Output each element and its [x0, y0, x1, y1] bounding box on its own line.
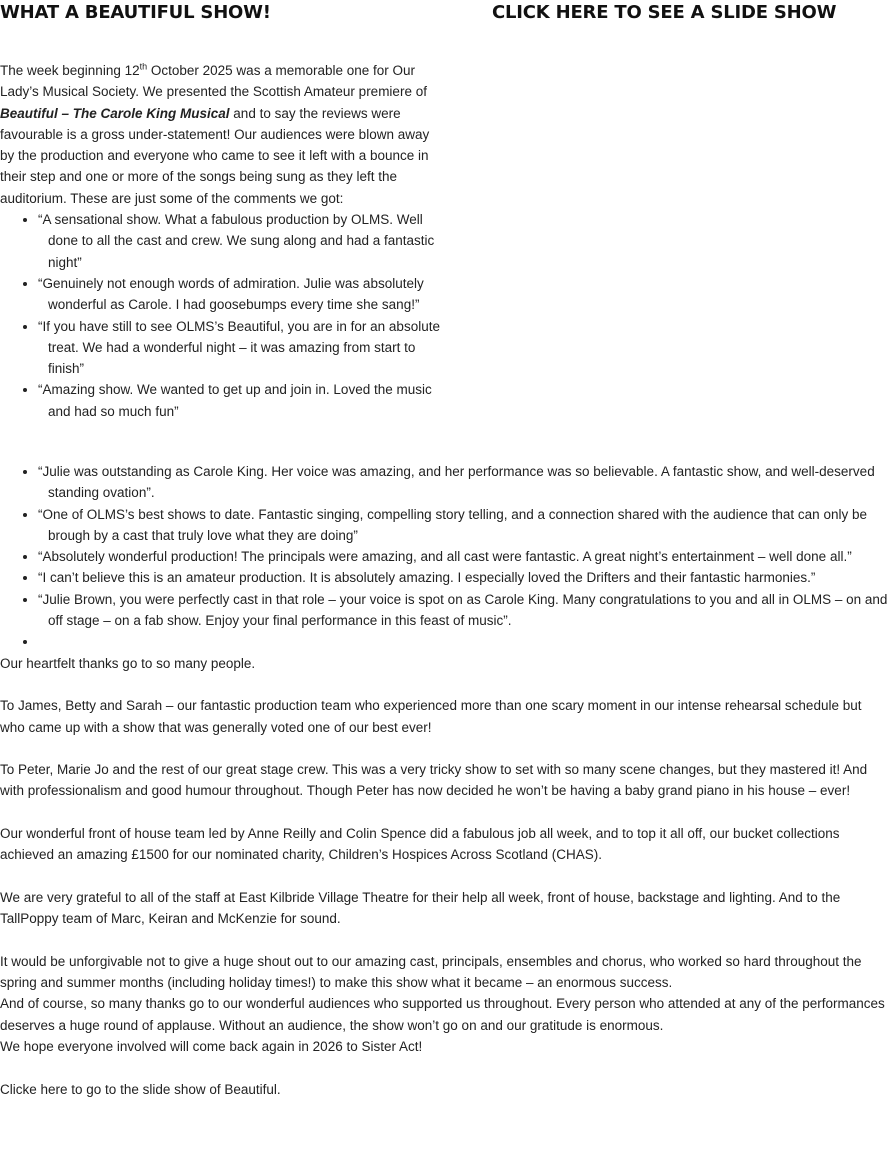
quote-item: • “A sensational show. What a fabulous production by OLMS. Well done to all the cast and crew. We sung along and had a fantastic night”: [38, 209, 445, 273]
lower-section: [0, 461, 889, 1100]
empty-list-item: [38, 631, 889, 652]
show-title: Beautiful – The Carole King Musical: [0, 105, 230, 121]
quote-item: • “I can’t believe this is an amateur production. It is absolutely amazing. I especially loved the Drifters and their fantastic harmonies.”: [38, 567, 889, 588]
page-title: WHAT A BEAUTIFUL SHOW!: [0, 2, 271, 23]
intro-text-part2: October 2025 was a memorable one for Our Lady’s Musical Society. We presented the Scottish Amateur premiere of: [0, 63, 427, 100]
intro-text-part3: and to say the reviews were favourable is a gross under-statement! Our audiences were blown away by the production and everyone who came to see it left with a bounce in their step and one or more of the songs being sung as they left the auditorium. These are just some of the comments we got:: [0, 105, 430, 206]
intro-section: [0, 60, 445, 422]
quote-item: • “Genuinely not enough words of admiration. Julie was absolutely wonderful as Carole. I had goosebumps every time she sang!”: [38, 273, 445, 316]
quote-item: • “Julie Brown, you were perfectly cast in that role – your voice is spot on as Carole King. Many congratulations to you and all in OLMS – on and off stage – on a fab show. Enjoy your final performance in this feast of music”.: [38, 589, 889, 632]
quote-item: • “Amazing show. We wanted to get up and join in. Loved the music and had so much fun”: [38, 379, 445, 422]
intro-paragraph: [0, 60, 445, 209]
quote-item: • “Julie was outstanding as Carole King. Her voice was amazing, and her performance was so believable. A fantastic show, and well-deserved standing ovation”.: [38, 461, 889, 504]
quote-item: • “One of OLMS’s best shows to date. Fantastic singing, compelling story telling, and a connection shared with the audience that can only be brough by a cast that truly love what they are doing”: [38, 504, 889, 547]
slide-show-paragraph: [0, 1079, 889, 1100]
thanks-theatre-staff: We are very grateful to all of the staff at East Kilbride Village Theatre for their help all week, front of house, backstage and lighting. And to the TallPoppy team of Marc, Keiran and McKenzie for sound.: [0, 889, 841, 927]
intro-text-part1: The week beginning 12: [0, 63, 140, 78]
thanks-front-of-house: Our wonderful front of house team led by Anne Reilly and Colin Spence did a fabulous job all week, and to top it all off, our bucket collections achieved an amazing £1500 for our nominated charity, Children’s Hospices Across Scotland (CHAS).: [0, 826, 840, 863]
thanks-cast: It would be unforgivable not to give a huge shout out to our amazing cast, principals, ensembles and chorus, who worked so hard throughout the spring and summer months (including holiday times!) to make this show what it became – an enormous success.: [0, 953, 862, 991]
thanks-stage-crew: To Peter, Marie Jo and the rest of our great stage crew. This was a very tricky show to set with so many scene changes, but they mastered it! And with professionalism and good humour throughout. Though Peter has now decided he won’t be having a baby grand piano in his house – ever!: [0, 762, 868, 799]
audience-quotes-list-1: [0, 209, 445, 422]
next-show-note: We hope everyone involved will come back again in 2026 to Sister Act!: [0, 1039, 423, 1055]
thanks-audiences: And of course, so many thanks go to our wonderful audiences who supported us throughout. Every person who attended at any of the performances deserves a huge round of applause. Without an audience, the show won’t go on and our gratitude is enormous.: [0, 996, 885, 1033]
thanks-intro: Our heartfelt thanks go to so many people.: [0, 655, 256, 671]
audience-quotes-list-2: [0, 461, 889, 653]
date-ordinal-suffix: th: [139, 61, 148, 72]
slide-show-link[interactable]: Clicke here to go to the slide show of Beautiful.: [0, 1081, 281, 1097]
slide-show-heading-link[interactable]: CLICK HERE TO SEE A SLIDE SHOW: [492, 2, 837, 23]
quote-item: • “Absolutely wonderful production! The principals were amazing, and all cast were fantastic. A great night’s entertainment – well done all.”: [38, 546, 889, 567]
thanks-production-team: To James, Betty and Sarah – our fantastic production team who experienced more than one scary moment in our intense rehearsal schedule but who came up with a show that was generally voted one of our best ever!: [0, 698, 862, 735]
quote-item: • “If you have still to see OLMS’s Beautiful, you are in for an absolute treat. We had a wonderful night – it was amazing from start to finish”: [38, 316, 445, 380]
